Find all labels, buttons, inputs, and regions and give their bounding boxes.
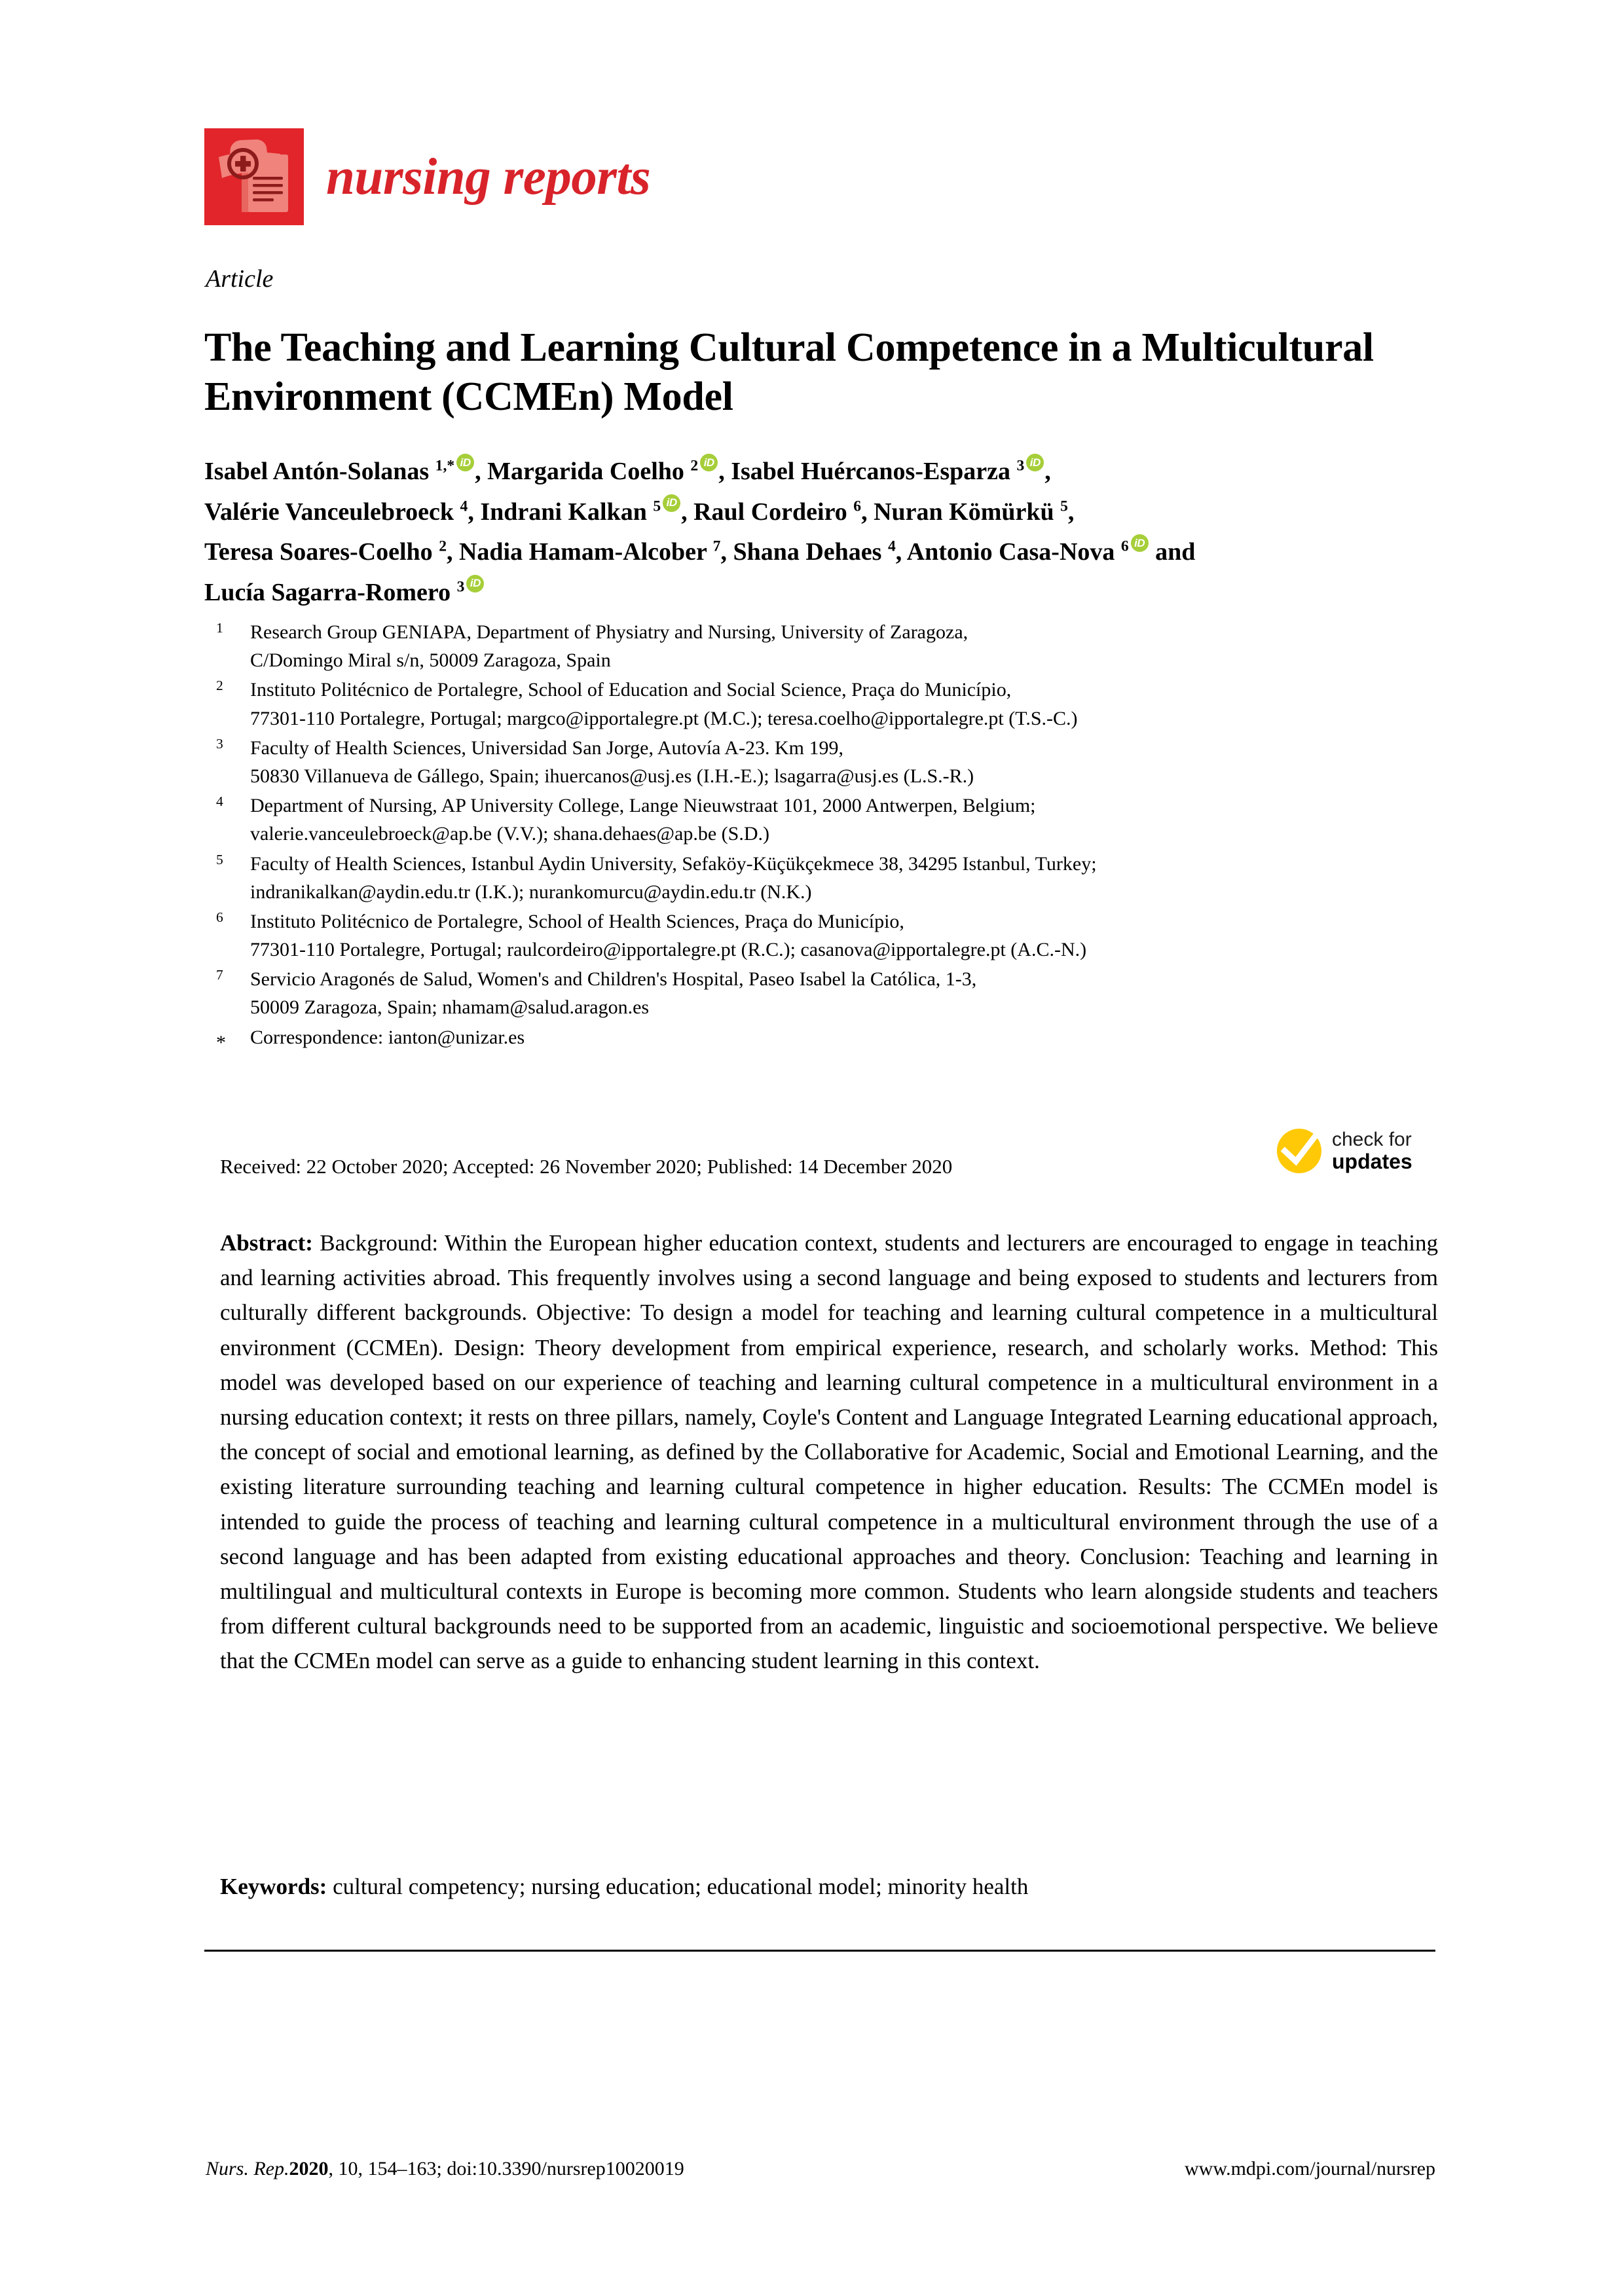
affiliation-row bbox=[216, 907, 1447, 964]
affiliation-marker-number: 2 bbox=[216, 678, 223, 694]
author-name: Shana Dehaes bbox=[733, 538, 882, 566]
author-entry: Isabel Antón-Solanas $^{1,*}$ iD , bbox=[204, 458, 487, 485]
affiliation-marker-number: 3 bbox=[216, 735, 223, 752]
author-affiliation-marker: 5 bbox=[1060, 497, 1068, 515]
author-line bbox=[204, 573, 1442, 613]
author-affiliation-marker: 4 bbox=[460, 497, 468, 515]
author-entry: Raul Cordeiro $^6$, bbox=[693, 497, 874, 526]
author-entry: Nadia Hamam-Alcober $^7$, bbox=[458, 538, 733, 566]
affiliation-text bbox=[250, 850, 1447, 906]
affiliation-text-line: Research Group GENIAPA, Department of Physiatry and Nursing, University of Zaragoza, bbox=[250, 621, 969, 643]
affiliation-marker-number: 6 bbox=[216, 909, 223, 925]
author-entry: Valérie Vanceulebroeck $^4$, bbox=[204, 497, 481, 526]
author-affiliation-marker: 2 bbox=[690, 457, 699, 475]
author-affiliation-marker: 1,* bbox=[435, 457, 455, 475]
author-affiliation-marker: 3 bbox=[456, 577, 465, 595]
author-entry: Shana Dehaes $^4$, bbox=[733, 538, 907, 566]
author-list bbox=[204, 452, 1442, 613]
affiliation-text bbox=[250, 734, 1447, 790]
affiliation-marker bbox=[216, 734, 250, 763]
affiliation-row bbox=[216, 676, 1447, 732]
abstract-label: Abstract: bbox=[220, 1230, 313, 1256]
orcid-icon[interactable] bbox=[1131, 534, 1149, 552]
footer-year: 2020 bbox=[289, 2158, 329, 2179]
affiliation-text bbox=[250, 965, 1447, 1021]
affiliation-marker bbox=[216, 965, 250, 994]
author-entry bbox=[204, 579, 485, 606]
affiliation-marker: * bbox=[216, 1031, 226, 1053]
affiliation-text-line: 50830 Villanueva de Gállego, Spain; ihuercanos@usj.es (I.H.-E.); lsagarra@usj.es (L.S.-R.) bbox=[250, 765, 974, 787]
author-name: Isabel Huércanos-Esparza bbox=[731, 458, 1011, 485]
check-for-updates-badge[interactable] bbox=[1276, 1127, 1412, 1175]
abstract-body: Background: Within the European higher education context, students and lecturers are encouraged to engage in teaching and learning activities abroad. This frequently involves using a second language and being exposed to students and lecturers from culturally different backgrounds. Objective: To design a model for teaching and learning cultural competence in a multicultural environment (CCMEn). Design: Theory development from empirical experience, research, and scholarly works. Method: This model was developed based on our experience of teaching and learning cultural competence in a multicultural environment in a nursing education context; it rests on three pillars, namely, Coyle's Content and Language Integrated Learning educational approach, the concept of social and emotional learning, as defined by the Collaborative for Academic, Social and Emotional Learning, and the existing literature surrounding teaching and learning cultural competence in higher education. Results: The CCMEn model is intended to guide the process of teaching and learning cultural competence in a multicultural environment through the use of a second language and has been adapted from existing educational approaches and theory. Conclusion: Teaching and learning in multilingual and multicultural contexts in Europe is becoming more common. Students who learn alongside students and teachers from different cultural backgrounds need to be supported from an academic, linguistic and socioemotional perspective. We believe that the CCMEn model can serve as a guide to enhancing student learning in this context. bbox=[220, 1230, 1438, 1674]
author-entry: Antonio Casa-Nova $^6$iD and bbox=[907, 538, 1196, 566]
crossmark-line1: check for bbox=[1332, 1128, 1412, 1150]
affiliation-text bbox=[250, 618, 1447, 674]
author-name: Teresa Soares-Coelho bbox=[204, 538, 433, 566]
keywords-body: cultural competency; nursing education; educational model; minority health bbox=[333, 1874, 1029, 1899]
publication-dates: Received: 22 October 2020; Accepted: 26 November 2020; Published: 14 December 2020 bbox=[220, 1155, 953, 1178]
author-name: Nadia Hamam-Alcober bbox=[458, 538, 707, 566]
affiliation-marker bbox=[216, 618, 250, 647]
affiliation-row bbox=[216, 618, 1447, 674]
author-entry: Isabel Huércanos-Esparza $^3$ iD , bbox=[731, 458, 1051, 485]
author-entry: Indrani Kalkan $^5$ iD , bbox=[480, 498, 693, 526]
affiliation-text-line: Department of Nursing, AP University College, Lange Nieuwstraat 101, 2000 Antwerpen, Belgium; bbox=[250, 795, 1036, 817]
author-affiliation-marker: 6 bbox=[1120, 538, 1129, 555]
author-line bbox=[204, 532, 1442, 573]
author-line bbox=[204, 492, 1442, 533]
author-entry: Margarida Coelho $^2$ iD , bbox=[487, 458, 731, 485]
affiliation-marker bbox=[216, 792, 250, 821]
affiliation-marker bbox=[216, 676, 250, 705]
affiliation-row bbox=[216, 792, 1447, 848]
article-type-label: Article bbox=[206, 265, 274, 293]
footer-divider bbox=[204, 1950, 1435, 1952]
affiliation-text-line: Faculty of Health Sciences, Istanbul Aydin University, Sefaköy-Küçükçekmece 38, 34295 Istanbul, Turkey; bbox=[250, 852, 1097, 875]
author-name: Valérie Vanceulebroeck bbox=[204, 498, 454, 526]
affiliation-text-line: 77301-110 Portalegre, Portugal; margco@ipportalegre.pt (M.C.); teresa.coelho@ipportalegre.pt (T.S.-C.) bbox=[250, 707, 1078, 729]
keywords-label: Keywords: bbox=[220, 1874, 327, 1899]
affiliation-row bbox=[216, 850, 1447, 906]
affiliation-text bbox=[250, 792, 1447, 848]
author-name: Lucía Sagarra-Romero bbox=[204, 578, 451, 606]
affiliation-text bbox=[250, 676, 1447, 732]
author-name: Indrani Kalkan bbox=[480, 498, 647, 526]
affiliation-text-line: Instituto Politécnico de Portalegre, School of Health Sciences, Praça do Município, bbox=[250, 910, 904, 932]
footer-citation bbox=[206, 2158, 684, 2180]
affiliation-text-line: Correspondence: ianton@unizar.es bbox=[250, 1026, 525, 1048]
orcid-icon[interactable] bbox=[663, 494, 680, 512]
author-name: Isabel Antón-Solanas bbox=[204, 458, 430, 485]
affiliation-marker-number: 4 bbox=[216, 793, 223, 810]
orcid-icon[interactable] bbox=[466, 575, 484, 592]
affiliation-text-line: 77301-110 Portalegre, Portugal; raulcordeiro@ipportalegre.pt (R.C.); casanova@ipportalegre.pt (A.C.-N.) bbox=[250, 939, 1087, 961]
orcid-icon[interactable] bbox=[1026, 454, 1044, 471]
affiliation-text bbox=[250, 907, 1447, 964]
author-affiliation-marker: 3 bbox=[1016, 457, 1025, 475]
crossmark-line2: updates bbox=[1332, 1149, 1412, 1173]
journal-masthead bbox=[204, 128, 650, 225]
affiliation-marker-number: 7 bbox=[216, 967, 223, 983]
author-affiliation-marker: 4 bbox=[887, 538, 896, 555]
author-name: Antonio Casa-Nova bbox=[906, 538, 1115, 566]
page-title: The Teaching and Learning Cultural Competence in a Multicultural Environment (CCMEn) Model bbox=[204, 325, 1374, 420]
affiliation-marker bbox=[216, 907, 250, 937]
affiliation-list bbox=[216, 618, 1447, 1058]
affiliation-text-line: 50009 Zaragoza, Spain; nhamam@salud.aragon.es bbox=[250, 996, 650, 1019]
author-entry: Nuran Kömürkü $^5$, bbox=[874, 497, 1075, 526]
affiliation-row bbox=[216, 1023, 1447, 1057]
orcid-icon[interactable] bbox=[456, 454, 474, 471]
author-affiliation-marker: 5 bbox=[653, 497, 661, 515]
affiliation-marker-number: 5 bbox=[216, 851, 223, 867]
author-affiliation-marker: 2 bbox=[439, 538, 447, 555]
author-name: Raul Cordeiro bbox=[693, 498, 847, 526]
author-affiliation-marker: 6 bbox=[853, 497, 862, 515]
author-name: Nuran Kömürkü bbox=[874, 498, 1054, 526]
affiliation-text-line: C/Domingo Miral s/n, 50009 Zaragoza, Spain bbox=[250, 649, 611, 672]
author-name: Margarida Coelho bbox=[487, 458, 684, 485]
keywords-section bbox=[220, 1870, 1438, 1904]
crossmark-label bbox=[1332, 1129, 1412, 1173]
orcid-icon[interactable] bbox=[700, 454, 718, 471]
footer-citation-rest: , 10, 154–163; doi:10.3390/nursrep10020019 bbox=[328, 2158, 684, 2179]
affiliation-text-line: Instituto Politécnico de Portalegre, School of Education and Social Science, Praça do Município, bbox=[250, 679, 1012, 701]
nurse-cap-document-icon bbox=[204, 128, 304, 225]
affiliation-marker-number: 1 bbox=[216, 620, 223, 636]
footer-journal-url[interactable]: www.mdpi.com/journal/nursrep bbox=[1185, 2158, 1435, 2179]
author-entry: Teresa Soares-Coelho $^2$, bbox=[204, 538, 459, 566]
affiliation-text-line: Faculty of Health Sciences, Universidad San Jorge, Autovía A-23. Km 199, bbox=[250, 737, 843, 759]
affiliation-text-line: Servicio Aragonés de Salud, Women's and Children's Hospital, Paseo Isabel la Católica, 1-3, bbox=[250, 968, 977, 991]
abstract-section bbox=[220, 1226, 1438, 1678]
author-line bbox=[204, 452, 1442, 492]
affiliation-text bbox=[250, 1023, 1447, 1051]
crossmark-check-icon bbox=[1276, 1127, 1323, 1175]
affiliation-text-line: indranikalkan@aydin.edu.tr (I.K.); nurankomurcu@aydin.edu.tr (N.K.) bbox=[250, 881, 812, 903]
author-affiliation-marker: 7 bbox=[712, 538, 721, 555]
affiliation-marker bbox=[216, 850, 250, 879]
affiliation-row bbox=[216, 734, 1447, 790]
footer-journal-abbrev: Nurs. Rep. bbox=[206, 2158, 289, 2179]
affiliation-text-line: valerie.vanceulebroeck@ap.be (V.V.); shana.dehaes@ap.be (S.D.) bbox=[250, 823, 770, 845]
journal-title: nursing reports bbox=[326, 148, 651, 206]
affiliation-row bbox=[216, 965, 1447, 1021]
